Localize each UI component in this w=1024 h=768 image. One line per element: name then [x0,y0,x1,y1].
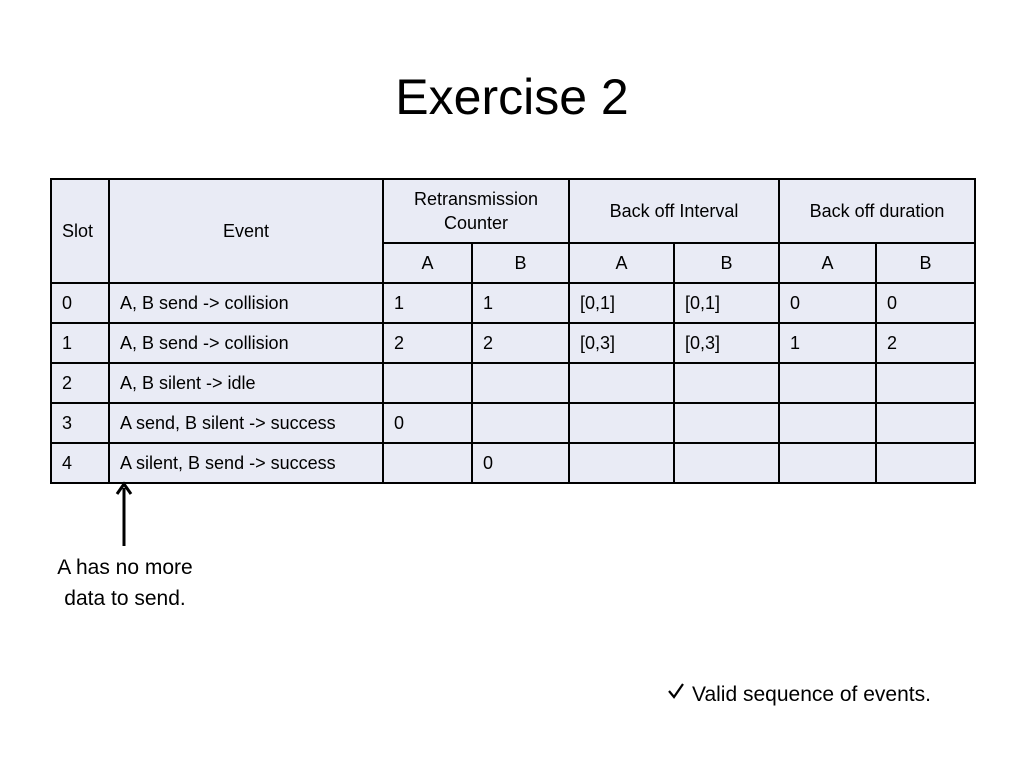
cell-slot: 3 [51,403,109,443]
footer-text: Valid sequence of events. [692,683,931,706]
cell-bi-b [674,443,779,483]
footer-bullet [666,680,931,710]
header-rc-b: B [472,243,569,283]
header-rc-a: A [383,243,472,283]
cell-slot: 4 [51,443,109,483]
cell-bi-a: [0,1] [569,283,674,323]
cell-bd-a [779,403,876,443]
header-back-off-duration: Back off duration [779,179,975,243]
cell-rc-b: 2 [472,323,569,363]
cell-event: A, B send -> collision [109,323,383,363]
header-retransmission-counter: Retransmission Counter [383,179,569,243]
cell-bd-a [779,363,876,403]
annotation-line-1: A has no more [57,556,193,579]
cell-bi-a [569,363,674,403]
cell-bd-b: 2 [876,323,975,363]
header-row-main [51,179,975,243]
cell-rc-a [383,443,472,483]
cell-bi-a: [0,3] [569,323,674,363]
cell-rc-b: 1 [472,283,569,323]
cell-rc-a [383,363,472,403]
cell-bd-b [876,443,975,483]
header-back-off-interval: Back off Interval [569,179,779,243]
cell-rc-a: 2 [383,323,472,363]
cell-event: A silent, B send -> success [109,443,383,483]
checkmark-icon [666,680,686,710]
cell-slot: 2 [51,363,109,403]
annotation-note [44,552,206,614]
cell-bi-b: [0,1] [674,283,779,323]
table-row [51,363,975,403]
cell-rc-b [472,363,569,403]
cell-bi-b: [0,3] [674,323,779,363]
table-row [51,443,975,483]
cell-event: A, B silent -> idle [109,363,383,403]
cell-event: A send, B silent -> success [109,403,383,443]
cell-slot: 0 [51,283,109,323]
cell-bi-a [569,443,674,483]
exercise-table [50,178,976,484]
cell-rc-a: 0 [383,403,472,443]
cell-bd-b: 0 [876,283,975,323]
table-row [51,283,975,323]
slide-title: Exercise 2 [395,69,629,125]
header-slot: Slot [51,179,109,283]
up-arrow-icon [114,480,134,550]
cell-rc-a: 1 [383,283,472,323]
cell-bd-b [876,363,975,403]
cell-rc-b: 0 [472,443,569,483]
header-bi-b: B [674,243,779,283]
cell-bd-b [876,403,975,443]
header-bi-a: A [569,243,674,283]
cell-bd-a: 0 [779,283,876,323]
cell-bd-a: 1 [779,323,876,363]
table-row [51,323,975,363]
cell-event: A, B send -> collision [109,283,383,323]
table-row [51,403,975,443]
header-event: Event [109,179,383,283]
header-bd-a: A [779,243,876,283]
header-bd-b: B [876,243,975,283]
cell-rc-b [472,403,569,443]
cell-bi-a [569,403,674,443]
cell-bi-b [674,363,779,403]
annotation-line-2: data to send. [64,587,186,610]
cell-bd-a [779,443,876,483]
cell-slot: 1 [51,323,109,363]
cell-bi-b [674,403,779,443]
